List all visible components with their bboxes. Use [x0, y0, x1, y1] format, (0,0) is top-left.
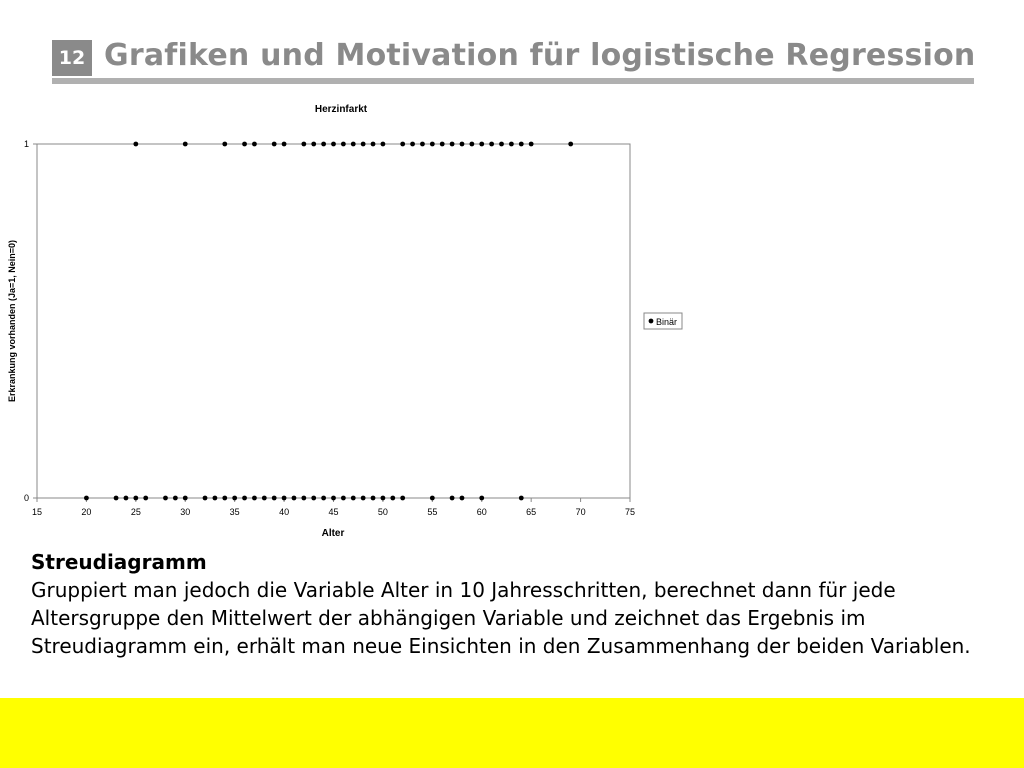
data-point — [361, 496, 366, 501]
data-point — [331, 142, 336, 147]
data-point — [114, 496, 119, 501]
data-point — [311, 496, 316, 501]
slide-title: Grafiken und Motivation für logistische Regression — [104, 38, 976, 73]
data-point — [222, 496, 227, 501]
data-point — [242, 142, 247, 147]
plot-area — [37, 144, 630, 498]
data-point — [272, 496, 277, 501]
legend-label: Binär — [656, 317, 678, 327]
data-point — [460, 142, 465, 147]
x-tick-label: 65 — [526, 507, 537, 517]
data-point — [124, 496, 129, 501]
data-point — [242, 496, 247, 501]
x-tick-label: 15 — [31, 507, 43, 517]
data-point — [173, 496, 178, 501]
x-tick-label: 35 — [229, 507, 240, 517]
y-axis-label: Erkrankung vorhanden (Ja=1, Nein=0) — [7, 239, 17, 403]
data-point — [529, 142, 534, 147]
y-tick-label: 1 — [23, 139, 29, 149]
data-point — [430, 496, 435, 501]
data-point — [311, 142, 316, 147]
data-point — [361, 142, 366, 147]
data-point — [381, 142, 386, 147]
data-point — [331, 496, 336, 501]
data-point — [460, 496, 465, 501]
data-point — [232, 496, 237, 501]
data-point — [400, 142, 405, 147]
data-point — [410, 142, 415, 147]
data-point — [341, 142, 346, 147]
data-point — [272, 142, 277, 147]
x-tick-label: 45 — [328, 507, 339, 517]
data-point — [143, 496, 148, 501]
data-point — [568, 142, 573, 147]
data-point — [133, 142, 138, 147]
data-point — [292, 496, 297, 501]
data-point — [213, 496, 218, 501]
data-point — [282, 496, 287, 501]
section-heading: Streudiagramm — [31, 550, 207, 574]
x-tick-label: 25 — [130, 507, 141, 517]
data-point — [479, 142, 484, 147]
x-tick-label: 20 — [81, 507, 92, 517]
data-point — [252, 496, 257, 501]
legend-marker — [649, 319, 654, 324]
data-point — [84, 496, 89, 501]
data-point — [301, 496, 306, 501]
x-tick-label: 30 — [180, 507, 191, 517]
y-tick-label: 0 — [23, 493, 29, 503]
chart-title: Herzinfarkt — [314, 104, 368, 115]
data-point — [381, 496, 386, 501]
data-point — [252, 142, 257, 147]
data-point — [519, 142, 524, 147]
data-point — [133, 496, 138, 501]
data-point — [321, 142, 326, 147]
data-point — [282, 142, 287, 147]
data-point — [222, 142, 227, 147]
data-point — [351, 142, 356, 147]
data-point — [450, 496, 455, 501]
section-body: Gruppiert man jedoch die Variable Alter in 10 Jahresschritten, berechnet dann für jede Altersgruppe den Mittelwert der abhängigen Variable und zeichnet das Ergebnis im Streudiagramm ein, erhält man neue Einsichten in den Zusammenhang der beiden Variablen. — [31, 578, 971, 658]
data-point — [351, 496, 356, 501]
data-point — [430, 142, 435, 147]
title-underline — [52, 78, 974, 84]
legend — [644, 313, 682, 329]
slide-number-badge: 12 — [52, 40, 92, 76]
data-point — [163, 496, 168, 501]
data-point — [371, 142, 376, 147]
data-point — [450, 142, 455, 147]
data-point — [479, 496, 484, 501]
data-point — [519, 496, 524, 501]
data-point — [390, 496, 395, 501]
explanation-text-block — [31, 548, 1011, 660]
x-axis — [32, 498, 635, 517]
x-tick-label: 60 — [476, 507, 487, 517]
data-point — [301, 142, 306, 147]
footer-bar — [0, 698, 1024, 768]
scatter-chart — [0, 96, 1024, 546]
data-point — [420, 142, 425, 147]
x-axis-label: Alter — [321, 528, 345, 539]
data-point — [321, 496, 326, 501]
data-point — [262, 496, 267, 501]
x-tick-label: 40 — [279, 507, 290, 517]
x-tick-label: 70 — [575, 507, 586, 517]
data-point — [499, 142, 504, 147]
data-point — [183, 496, 188, 501]
data-point — [341, 496, 346, 501]
data-point — [440, 142, 445, 147]
data-point — [400, 496, 405, 501]
x-tick-label: 55 — [427, 507, 438, 517]
data-point — [469, 142, 474, 147]
data-point — [509, 142, 514, 147]
data-point — [183, 142, 188, 147]
y-axis — [24, 139, 37, 503]
data-point — [489, 142, 494, 147]
x-tick-label: 50 — [377, 507, 388, 517]
x-tick-label: 75 — [624, 507, 636, 517]
data-point — [203, 496, 208, 501]
data-point — [371, 496, 376, 501]
